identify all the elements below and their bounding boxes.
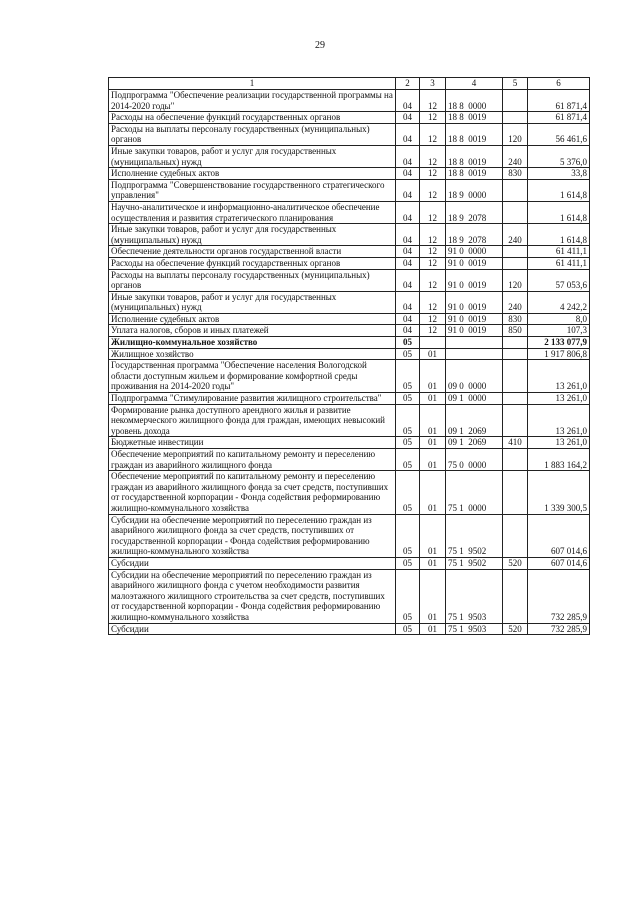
row-section-cell: 04 bbox=[396, 257, 420, 269]
row-name-cell: Жилищное хозяйство bbox=[109, 348, 396, 360]
table-row bbox=[109, 360, 590, 393]
row-expense-type-cell: 410 bbox=[503, 437, 528, 449]
row-section-cell: 05 bbox=[396, 337, 420, 349]
row-expense-type-cell: 520 bbox=[503, 557, 528, 569]
row-amount-cell: 732 285,9 bbox=[528, 623, 590, 635]
row-name-cell: Обеспечение мероприятий по капитальному ремонту и переселению граждан из аварийного жилищного фонда за счет средств, поступивших от государственной корпорации - Фонда содействия реформированию жилищно-коммунального хозяйства bbox=[109, 471, 396, 514]
row-subsection-cell: 12 bbox=[420, 123, 446, 145]
table-row bbox=[109, 145, 590, 167]
row-target-article-cell: 18 8 0019 bbox=[446, 168, 503, 180]
row-amount-cell: 13 261,0 bbox=[528, 437, 590, 449]
row-name-cell: Научно-аналитическое и информационно-аналитическое обеспечение осуществления и развития стратегического планирования bbox=[109, 201, 396, 223]
row-expense-type-cell bbox=[503, 337, 528, 349]
row-expense-type-cell bbox=[503, 514, 528, 557]
row-expense-type-cell bbox=[503, 112, 528, 124]
row-target-article-cell: 75 1 9503 bbox=[446, 569, 503, 623]
row-amount-cell: 1 614,8 bbox=[528, 201, 590, 223]
row-name-cell: Субсидии на обеспечение мероприятий по переселению граждан из аварийного жилищного фонда за счет средств, поступивших от государственной корпорации - Фонда содействия реформированию жилищно-коммунального хозяйства bbox=[109, 514, 396, 557]
row-target-article-cell: 18 9 2078 bbox=[446, 201, 503, 223]
row-subsection-cell: 12 bbox=[420, 179, 446, 201]
header-col-2: 2 bbox=[396, 78, 420, 90]
table-row bbox=[109, 393, 590, 405]
row-amount-cell: 61 411,1 bbox=[528, 257, 590, 269]
row-name-cell: Иные закупки товаров, работ и услуг для государственных (муниципальных) нужд bbox=[109, 145, 396, 167]
row-target-article-cell: 75 0 0000 bbox=[446, 449, 503, 471]
row-amount-cell: 607 014,6 bbox=[528, 514, 590, 557]
table-row bbox=[109, 569, 590, 623]
row-amount-cell: 1 917 806,8 bbox=[528, 348, 590, 360]
row-target-article-cell: 18 9 0000 bbox=[446, 179, 503, 201]
row-target-article-cell: 75 1 9503 bbox=[446, 623, 503, 635]
row-name-cell: Иные закупки товаров, работ и услуг для государственных (муниципальных) нужд bbox=[109, 291, 396, 313]
row-expense-type-cell bbox=[503, 201, 528, 223]
table-row bbox=[109, 246, 590, 258]
row-section-cell: 05 bbox=[396, 623, 420, 635]
row-target-article-cell: 18 8 0000 bbox=[446, 90, 503, 112]
header-col-5: 5 bbox=[503, 78, 528, 90]
row-expense-type-cell bbox=[503, 449, 528, 471]
row-subsection-cell: 01 bbox=[420, 393, 446, 405]
row-name-cell: Обеспечение мероприятий по капитальному ремонту и переселению граждан из аварийного жилищного фонда bbox=[109, 449, 396, 471]
row-expense-type-cell bbox=[503, 246, 528, 258]
row-section-cell: 04 bbox=[396, 313, 420, 325]
row-target-article-cell: 75 1 9502 bbox=[446, 557, 503, 569]
row-section-cell: 05 bbox=[396, 393, 420, 405]
row-section-cell: 04 bbox=[396, 90, 420, 112]
row-expense-type-cell: 850 bbox=[503, 325, 528, 337]
table-row bbox=[109, 257, 590, 269]
row-expense-type-cell bbox=[503, 393, 528, 405]
row-name-cell: Субсидии bbox=[109, 557, 396, 569]
row-name-cell: Подпрограмма "Обеспечение реализации государственной программы на 2014-2020 годы" bbox=[109, 90, 396, 112]
row-subsection-cell: 12 bbox=[420, 257, 446, 269]
row-section-cell: 04 bbox=[396, 224, 420, 246]
row-section-cell: 05 bbox=[396, 514, 420, 557]
row-target-article-cell: 09 1 2069 bbox=[446, 404, 503, 437]
row-target-article-cell: 18 8 0019 bbox=[446, 112, 503, 124]
row-name-cell: Иные закупки товаров, работ и услуг для государственных (муниципальных) нужд bbox=[109, 224, 396, 246]
table-row bbox=[109, 291, 590, 313]
table-row bbox=[109, 313, 590, 325]
row-subsection-cell: 12 bbox=[420, 313, 446, 325]
table-row bbox=[109, 514, 590, 557]
row-section-cell: 04 bbox=[396, 145, 420, 167]
row-section-cell: 05 bbox=[396, 569, 420, 623]
row-amount-cell: 607 014,6 bbox=[528, 557, 590, 569]
row-amount-cell: 13 261,0 bbox=[528, 360, 590, 393]
row-subsection-cell: 01 bbox=[420, 557, 446, 569]
row-name-cell: Подпрограмма "Стимулирование развития жилищного строительства" bbox=[109, 393, 396, 405]
table-row bbox=[109, 449, 590, 471]
row-expense-type-cell: 830 bbox=[503, 168, 528, 180]
header-col-4: 4 bbox=[446, 78, 503, 90]
row-section-cell: 04 bbox=[396, 179, 420, 201]
row-subsection-cell: 12 bbox=[420, 325, 446, 337]
row-subsection-cell: 12 bbox=[420, 224, 446, 246]
row-amount-cell: 1 883 164,2 bbox=[528, 449, 590, 471]
row-subsection-cell: 01 bbox=[420, 514, 446, 557]
row-section-cell: 05 bbox=[396, 449, 420, 471]
table-row bbox=[109, 269, 590, 291]
row-subsection-cell: 01 bbox=[420, 404, 446, 437]
row-target-article-cell bbox=[446, 337, 503, 349]
row-subsection-cell: 12 bbox=[420, 90, 446, 112]
row-section-cell: 05 bbox=[396, 557, 420, 569]
table-row bbox=[109, 224, 590, 246]
row-section-cell: 04 bbox=[396, 269, 420, 291]
table-row bbox=[109, 112, 590, 124]
table-row bbox=[109, 123, 590, 145]
table-row bbox=[109, 179, 590, 201]
row-name-cell: Расходы на обеспечение функций государственных органов bbox=[109, 112, 396, 124]
table-row bbox=[109, 168, 590, 180]
row-amount-cell: 61 411,1 bbox=[528, 246, 590, 258]
row-target-article-cell: 09 1 2069 bbox=[446, 437, 503, 449]
row-section-cell: 05 bbox=[396, 437, 420, 449]
row-amount-cell: 4 242,2 bbox=[528, 291, 590, 313]
row-name-cell: Исполнение судебных актов bbox=[109, 168, 396, 180]
row-amount-cell: 107,3 bbox=[528, 325, 590, 337]
row-expense-type-cell: 240 bbox=[503, 224, 528, 246]
row-target-article-cell bbox=[446, 348, 503, 360]
row-name-cell: Субсидии на обеспечение мероприятий по переселению граждан из аварийного жилищного фонда с учетом необходимости развития малоэтажного жилищного строительства за счет средств, поступивших от государственной корпорации - Фонда содействия реформированию жилищно-коммунального хозяйства bbox=[109, 569, 396, 623]
row-subsection-cell: 12 bbox=[420, 112, 446, 124]
table-body bbox=[109, 90, 590, 635]
row-subsection-cell: 12 bbox=[420, 201, 446, 223]
row-name-cell: Бюджетные инвестиции bbox=[109, 437, 396, 449]
row-amount-cell: 1 339 300,5 bbox=[528, 471, 590, 514]
row-amount-cell: 732 285,9 bbox=[528, 569, 590, 623]
row-section-cell: 05 bbox=[396, 360, 420, 393]
row-target-article-cell: 91 0 0019 bbox=[446, 291, 503, 313]
table-row bbox=[109, 325, 590, 337]
row-section-cell: 04 bbox=[396, 112, 420, 124]
header-col-6: 6 bbox=[528, 78, 590, 90]
row-target-article-cell: 91 0 0019 bbox=[446, 257, 503, 269]
row-subsection-cell: 01 bbox=[420, 449, 446, 471]
row-name-cell: Государственная программа "Обеспечение населения Вологодской области доступным жильем и формирование комфортной среды проживания на 2014-2020 годы" bbox=[109, 360, 396, 393]
table-row bbox=[109, 337, 590, 349]
row-expense-type-cell bbox=[503, 360, 528, 393]
row-name-cell: Подпрограмма "Совершенствование государственного стратегического управления" bbox=[109, 179, 396, 201]
row-subsection-cell: 01 bbox=[420, 348, 446, 360]
header-col-3: 3 bbox=[420, 78, 446, 90]
page-number: 29 bbox=[315, 40, 325, 51]
row-expense-type-cell: 830 bbox=[503, 313, 528, 325]
row-subsection-cell: 12 bbox=[420, 145, 446, 167]
table-row bbox=[109, 201, 590, 223]
row-target-article-cell: 91 0 0019 bbox=[446, 325, 503, 337]
row-subsection-cell: 01 bbox=[420, 437, 446, 449]
row-amount-cell: 1 614,8 bbox=[528, 179, 590, 201]
row-amount-cell: 2 133 077,9 bbox=[528, 337, 590, 349]
row-amount-cell: 56 461,6 bbox=[528, 123, 590, 145]
row-subsection-cell bbox=[420, 337, 446, 349]
row-name-cell: Исполнение судебных актов bbox=[109, 313, 396, 325]
row-expense-type-cell bbox=[503, 404, 528, 437]
row-subsection-cell: 01 bbox=[420, 360, 446, 393]
row-subsection-cell: 12 bbox=[420, 291, 446, 313]
row-name-cell: Обеспечение деятельности органов государственной власти bbox=[109, 246, 396, 258]
row-expense-type-cell: 240 bbox=[503, 291, 528, 313]
row-amount-cell: 8,0 bbox=[528, 313, 590, 325]
row-amount-cell: 61 871,4 bbox=[528, 112, 590, 124]
row-subsection-cell: 12 bbox=[420, 168, 446, 180]
row-name-cell: Расходы на обеспечение функций государственных органов bbox=[109, 257, 396, 269]
row-target-article-cell: 91 0 0019 bbox=[446, 269, 503, 291]
row-expense-type-cell bbox=[503, 348, 528, 360]
row-target-article-cell: 18 9 2078 bbox=[446, 224, 503, 246]
row-name-cell: Жилищно-коммунальное хозяйство bbox=[109, 337, 396, 349]
row-name-cell: Формирование рынка доступного арендного жилья и развитие некоммерческого жилищного фонда для граждан, имеющих невысокий уровень дохода bbox=[109, 404, 396, 437]
row-amount-cell: 13 261,0 bbox=[528, 404, 590, 437]
table-row bbox=[109, 404, 590, 437]
row-expense-type-cell bbox=[503, 257, 528, 269]
row-name-cell: Расходы на выплаты персоналу государственных (муниципальных) органов bbox=[109, 123, 396, 145]
row-section-cell: 04 bbox=[396, 246, 420, 258]
table-row bbox=[109, 557, 590, 569]
row-expense-type-cell bbox=[503, 471, 528, 514]
row-section-cell: 05 bbox=[396, 404, 420, 437]
row-amount-cell: 61 871,4 bbox=[528, 90, 590, 112]
row-section-cell: 04 bbox=[396, 201, 420, 223]
row-target-article-cell: 18 8 0019 bbox=[446, 145, 503, 167]
row-section-cell: 04 bbox=[396, 123, 420, 145]
header-col-1: 1 bbox=[109, 78, 396, 90]
row-amount-cell: 1 614,8 bbox=[528, 224, 590, 246]
row-subsection-cell: 01 bbox=[420, 569, 446, 623]
row-section-cell: 04 bbox=[396, 291, 420, 313]
row-amount-cell: 13 261,0 bbox=[528, 393, 590, 405]
row-expense-type-cell: 240 bbox=[503, 145, 528, 167]
row-target-article-cell: 18 8 0019 bbox=[446, 123, 503, 145]
row-subsection-cell: 12 bbox=[420, 246, 446, 258]
row-section-cell: 05 bbox=[396, 471, 420, 514]
row-target-article-cell: 75 1 0000 bbox=[446, 471, 503, 514]
row-section-cell: 05 bbox=[396, 348, 420, 360]
table-row bbox=[109, 90, 590, 112]
row-amount-cell: 5 376,0 bbox=[528, 145, 590, 167]
row-expense-type-cell bbox=[503, 179, 528, 201]
row-expense-type-cell: 520 bbox=[503, 623, 528, 635]
row-subsection-cell: 12 bbox=[420, 269, 446, 291]
row-subsection-cell: 01 bbox=[420, 623, 446, 635]
row-name-cell: Уплата налогов, сборов и иных платежей bbox=[109, 325, 396, 337]
row-name-cell: Субсидии bbox=[109, 623, 396, 635]
row-target-article-cell: 09 0 0000 bbox=[446, 360, 503, 393]
row-amount-cell: 57 053,6 bbox=[528, 269, 590, 291]
budget-table bbox=[108, 77, 590, 635]
row-expense-type-cell: 120 bbox=[503, 123, 528, 145]
table-row bbox=[109, 623, 590, 635]
row-expense-type-cell bbox=[503, 569, 528, 623]
row-section-cell: 04 bbox=[396, 325, 420, 337]
table-header-row bbox=[109, 78, 590, 90]
row-target-article-cell: 91 0 0019 bbox=[446, 313, 503, 325]
table-row bbox=[109, 437, 590, 449]
row-expense-type-cell: 120 bbox=[503, 269, 528, 291]
row-target-article-cell: 75 1 9502 bbox=[446, 514, 503, 557]
row-target-article-cell: 91 0 0000 bbox=[446, 246, 503, 258]
row-section-cell: 04 bbox=[396, 168, 420, 180]
row-expense-type-cell bbox=[503, 90, 528, 112]
table-row bbox=[109, 471, 590, 514]
row-target-article-cell: 09 1 0000 bbox=[446, 393, 503, 405]
row-name-cell: Расходы на выплаты персоналу государственных (муниципальных) органов bbox=[109, 269, 396, 291]
table-row bbox=[109, 348, 590, 360]
row-amount-cell: 33,8 bbox=[528, 168, 590, 180]
row-subsection-cell: 01 bbox=[420, 471, 446, 514]
